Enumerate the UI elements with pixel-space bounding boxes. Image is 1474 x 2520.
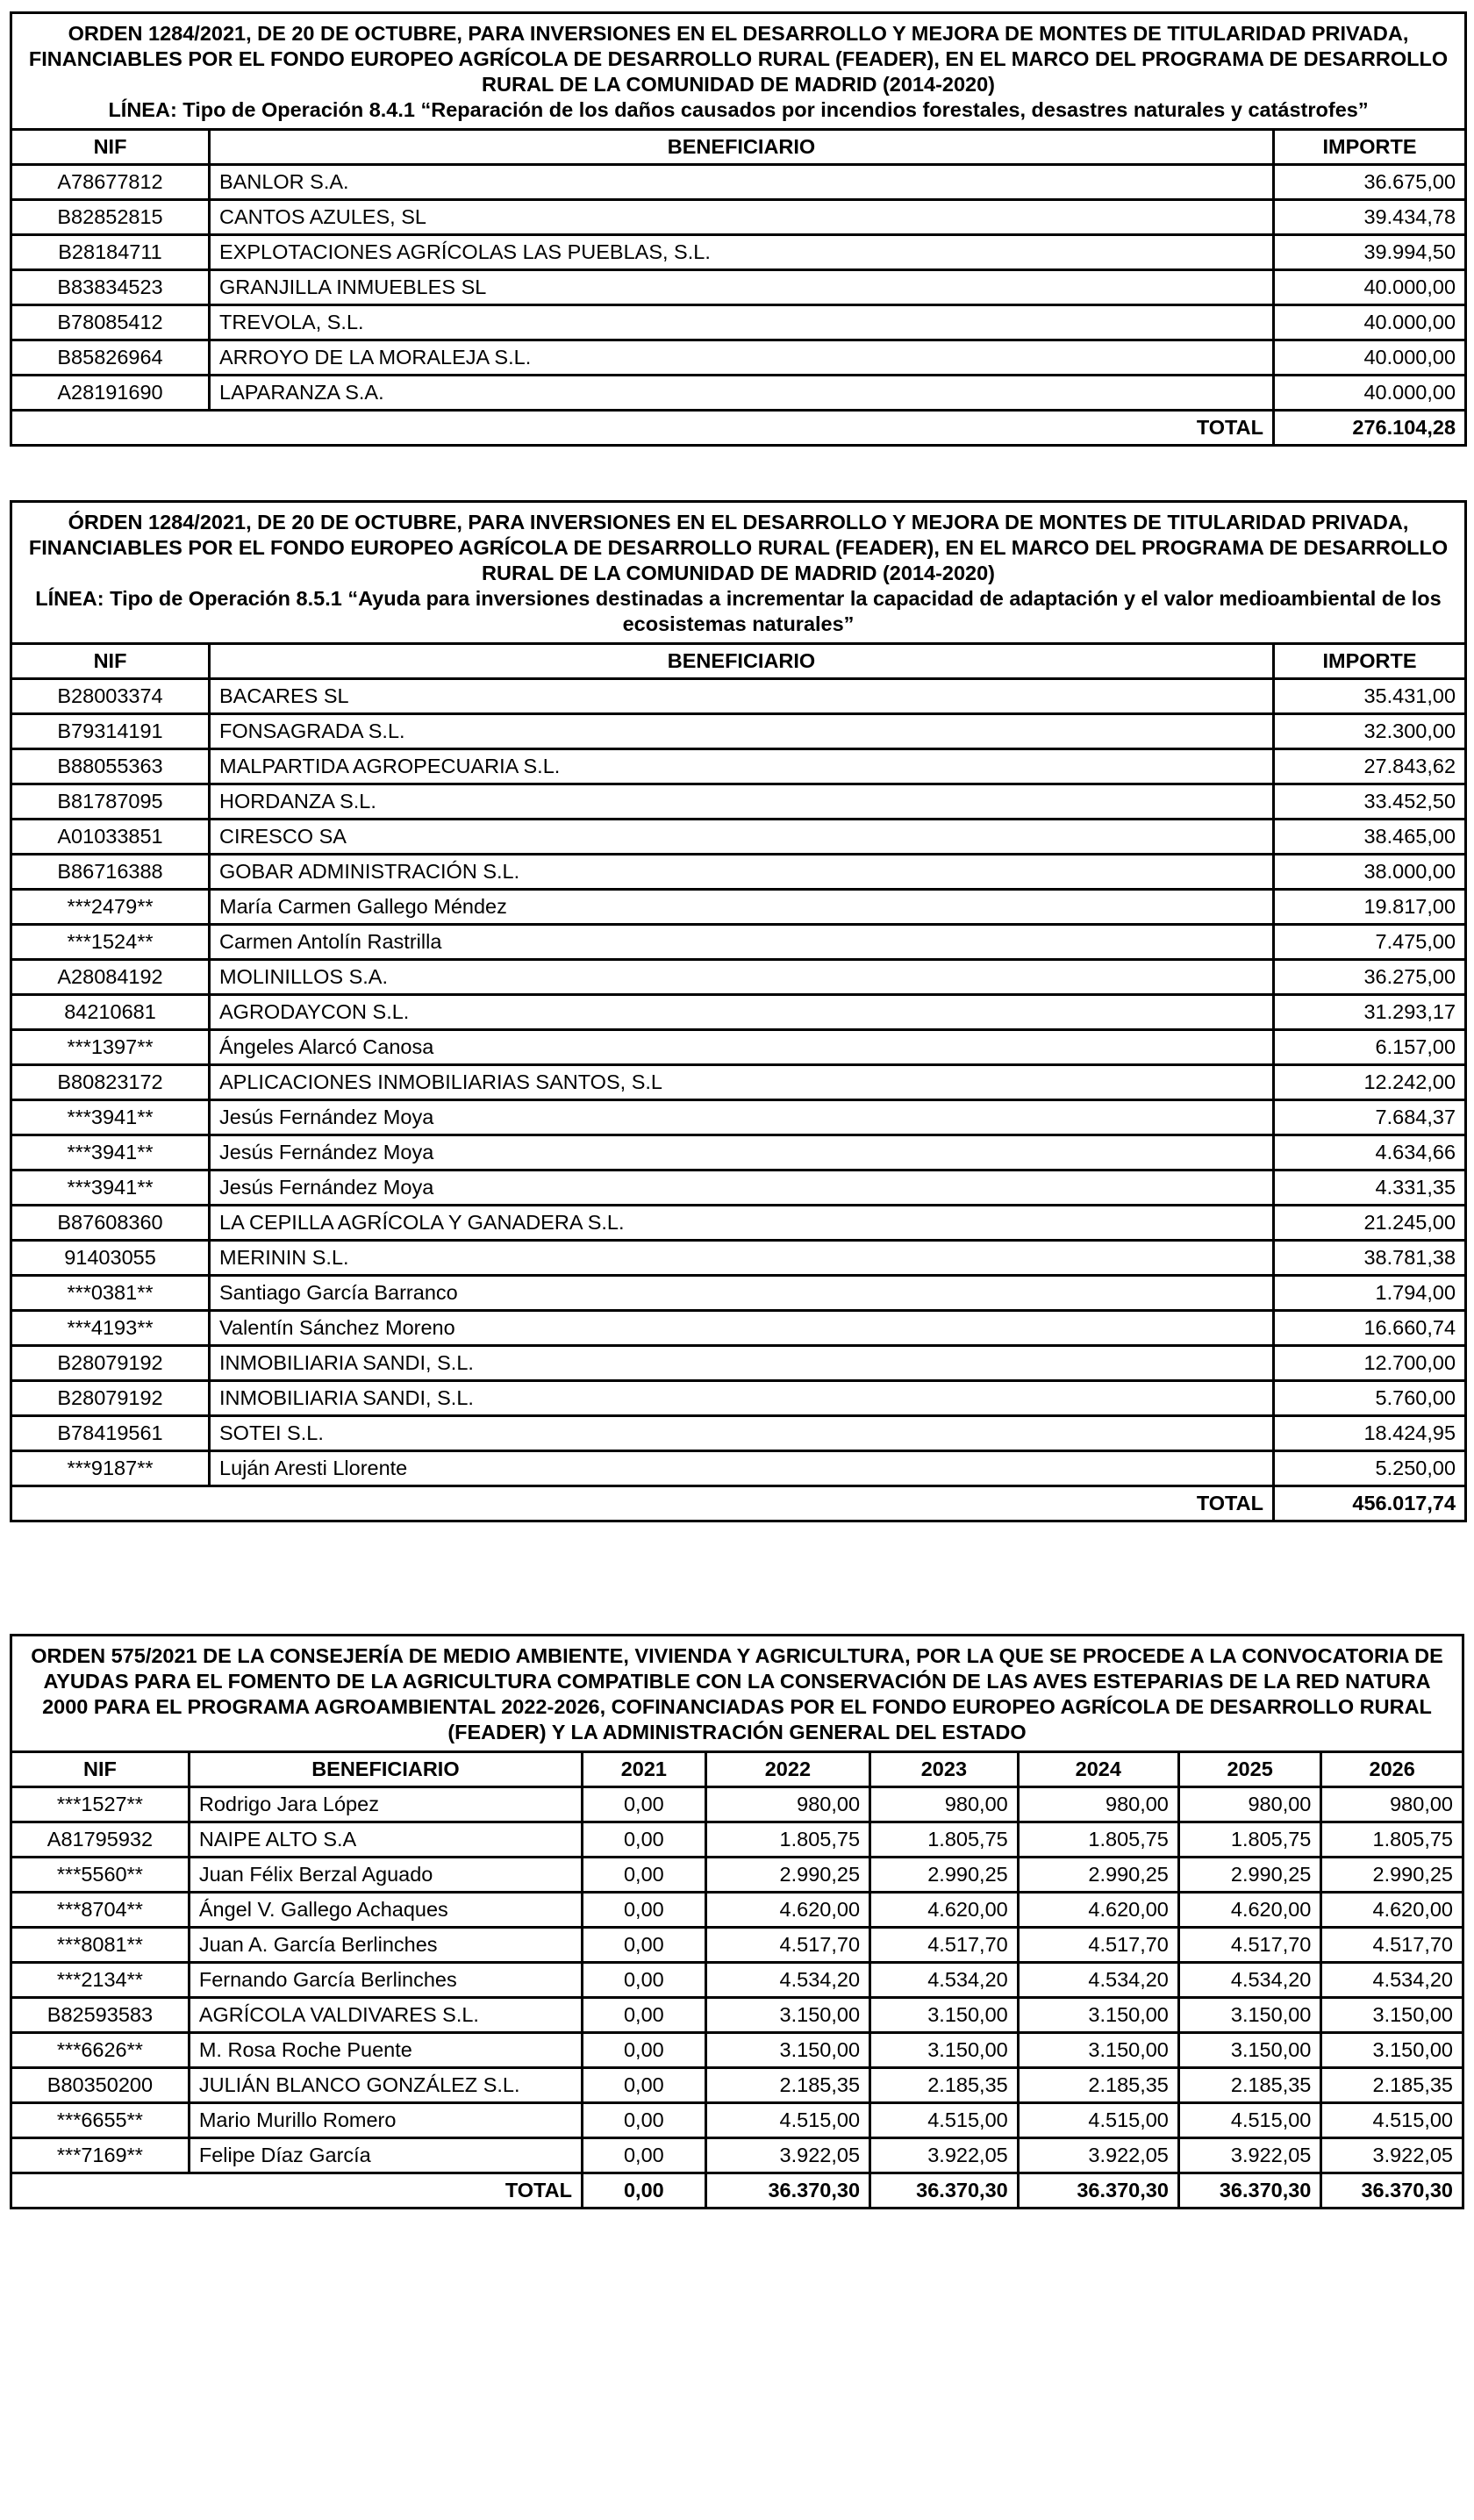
year-amount-cell-2025: 4.620,00 xyxy=(1178,1893,1320,1928)
importe-cell: 35.431,00 xyxy=(1274,679,1466,714)
year-amount-cell-2025: 4.534,20 xyxy=(1178,1963,1320,1998)
line-title: LÍNEA: Tipo de Operación 8.4.1 “Reparación de los daños causados por incendios forestales, desastres naturales y catástrofes” xyxy=(108,98,1369,121)
nif-cell: ***1527** xyxy=(11,1787,190,1822)
table-row xyxy=(11,1928,1463,1963)
table-row xyxy=(11,890,1466,925)
table-row xyxy=(11,855,1466,890)
year-amount-cell-2025: 3.150,00 xyxy=(1178,1998,1320,2033)
column-header-2026: 2026 xyxy=(1321,1752,1463,1787)
table-row xyxy=(11,235,1466,270)
table-body xyxy=(11,1787,1463,2173)
year-amount-cell-2026: 3.150,00 xyxy=(1321,2033,1463,2068)
beneficiario-cell: Luján Aresti Llorente xyxy=(210,1451,1274,1486)
beneficiario-cell: Fernando García Berlinches xyxy=(189,1963,582,1998)
table-row xyxy=(11,1100,1466,1135)
table-row xyxy=(11,1963,1463,1998)
total-value: 456.017,74 xyxy=(1274,1486,1466,1521)
nif-cell: ***1524** xyxy=(11,925,210,960)
year-amount-cell-2024: 4.534,20 xyxy=(1018,1963,1178,1998)
year-amount-cell-2024: 980,00 xyxy=(1018,1787,1178,1822)
table-row xyxy=(11,270,1466,305)
year-amount-cell-2023: 4.534,20 xyxy=(870,1963,1019,1998)
beneficiario-cell: BANLOR S.A. xyxy=(210,165,1274,200)
beneficiario-cell: Jesús Fernández Moya xyxy=(210,1100,1274,1135)
year-amount-cell-2023: 4.517,70 xyxy=(870,1928,1019,1963)
table-title-row xyxy=(11,1636,1463,1752)
column-header-2024: 2024 xyxy=(1018,1752,1178,1787)
nif-cell: A28084192 xyxy=(11,960,210,995)
year-amount-cell-2025: 3.922,05 xyxy=(1178,2138,1320,2173)
beneficiario-cell: Felipe Díaz García xyxy=(189,2138,582,2173)
beneficiario-cell: M. Rosa Roche Puente xyxy=(189,2033,582,2068)
beneficiario-cell: GOBAR ADMINISTRACIÓN S.L. xyxy=(210,855,1274,890)
nif-cell: ***0381** xyxy=(11,1276,210,1311)
beneficiario-cell: EXPLOTACIONES AGRÍCOLAS LAS PUEBLAS, S.L. xyxy=(210,235,1274,270)
beneficiario-cell: INMOBILIARIA SANDI, S.L. xyxy=(210,1346,1274,1381)
year-amount-cell-2021: 0,00 xyxy=(582,1822,705,1858)
total-row xyxy=(11,411,1466,446)
beneficiario-cell: Santiago García Barranco xyxy=(210,1276,1274,1311)
nif-cell: B28003374 xyxy=(11,679,210,714)
table-row xyxy=(11,165,1466,200)
importe-cell: 38.000,00 xyxy=(1274,855,1466,890)
table-row xyxy=(11,1416,1466,1451)
table-row xyxy=(11,2068,1463,2103)
importe-cell: 39.994,50 xyxy=(1274,235,1466,270)
importe-cell: 4.331,35 xyxy=(1274,1171,1466,1206)
beneficiaries-table-aves-esteparias xyxy=(10,1634,1464,2209)
nif-cell: ***2134** xyxy=(11,1963,190,1998)
nif-cell: A01033851 xyxy=(11,820,210,855)
table-row xyxy=(11,995,1466,1030)
importe-cell: 12.242,00 xyxy=(1274,1065,1466,1100)
importe-cell: 16.660,74 xyxy=(1274,1311,1466,1346)
year-amount-cell-2021: 0,00 xyxy=(582,1928,705,1963)
table-title xyxy=(11,13,1466,130)
nif-cell: ***3941** xyxy=(11,1135,210,1171)
importe-cell: 7.475,00 xyxy=(1274,925,1466,960)
beneficiario-cell: INMOBILIARIA SANDI, S.L. xyxy=(210,1381,1274,1416)
year-amount-cell-2021: 0,00 xyxy=(582,1998,705,2033)
year-amount-cell-2024: 2.990,25 xyxy=(1018,1858,1178,1893)
year-amount-cell-2021: 0,00 xyxy=(582,2068,705,2103)
year-amount-cell-2025: 2.185,35 xyxy=(1178,2068,1320,2103)
nif-cell: A81795932 xyxy=(11,1822,190,1858)
total-label: TOTAL xyxy=(11,2173,583,2209)
nif-cell: A78677812 xyxy=(11,165,210,200)
nif-cell: B82852815 xyxy=(11,200,210,235)
nif-cell: B78419561 xyxy=(11,1416,210,1451)
year-amount-cell-2024: 3.150,00 xyxy=(1018,2033,1178,2068)
year-amount-cell-2026: 2.990,25 xyxy=(1321,1858,1463,1893)
beneficiario-cell: MOLINILLOS S.A. xyxy=(210,960,1274,995)
table-row xyxy=(11,679,1466,714)
year-amount-cell-2022: 3.150,00 xyxy=(705,2033,869,2068)
beneficiaries-table-8-4-1 xyxy=(10,11,1467,447)
table-row xyxy=(11,1065,1466,1100)
beneficiario-cell: LAPARANZA S.A. xyxy=(210,376,1274,411)
beneficiario-cell: SOTEI S.L. xyxy=(210,1416,1274,1451)
year-amount-cell-2025: 980,00 xyxy=(1178,1787,1320,1822)
total-row xyxy=(11,2173,1463,2209)
nif-cell: B78085412 xyxy=(11,305,210,340)
year-amount-cell-2022: 3.150,00 xyxy=(705,1998,869,2033)
year-amount-cell-2025: 2.990,25 xyxy=(1178,1858,1320,1893)
total-2024: 36.370,30 xyxy=(1018,2173,1178,2209)
nif-cell: ***6655** xyxy=(11,2103,190,2138)
table-row xyxy=(11,1998,1463,2033)
year-amount-cell-2022: 4.534,20 xyxy=(705,1963,869,1998)
nif-cell: ***6626** xyxy=(11,2033,190,2068)
table-body xyxy=(11,679,1466,1486)
table-row xyxy=(11,1787,1463,1822)
beneficiario-cell: NAIPE ALTO S.A xyxy=(189,1822,582,1858)
year-amount-cell-2026: 2.185,35 xyxy=(1321,2068,1463,2103)
table-row xyxy=(11,1451,1466,1486)
table-title xyxy=(11,1636,1463,1752)
importe-cell: 32.300,00 xyxy=(1274,714,1466,749)
table-title xyxy=(11,502,1466,644)
header-row xyxy=(11,644,1466,679)
year-amount-cell-2024: 4.620,00 xyxy=(1018,1893,1178,1928)
importe-cell: 27.843,62 xyxy=(1274,749,1466,784)
table-body xyxy=(11,165,1466,411)
table-row xyxy=(11,1311,1466,1346)
importe-cell: 19.817,00 xyxy=(1274,890,1466,925)
table-row xyxy=(11,1822,1463,1858)
nif-cell: ***1397** xyxy=(11,1030,210,1065)
year-amount-cell-2024: 3.922,05 xyxy=(1018,2138,1178,2173)
importe-cell: 5.760,00 xyxy=(1274,1381,1466,1416)
table-row xyxy=(11,2033,1463,2068)
table-row xyxy=(11,1206,1466,1241)
importe-cell: 31.293,17 xyxy=(1274,995,1466,1030)
table-row xyxy=(11,1030,1466,1065)
beneficiario-cell: Ángeles Alarcó Canosa xyxy=(210,1030,1274,1065)
total-row xyxy=(11,1486,1466,1521)
beneficiario-cell: Valentín Sánchez Moreno xyxy=(210,1311,1274,1346)
table-title-row xyxy=(11,502,1466,644)
nif-cell: A28191690 xyxy=(11,376,210,411)
beneficiario-cell: CIRESCO SA xyxy=(210,820,1274,855)
year-amount-cell-2024: 4.515,00 xyxy=(1018,2103,1178,2138)
year-amount-cell-2022: 2.185,35 xyxy=(705,2068,869,2103)
year-amount-cell-2023: 4.620,00 xyxy=(870,1893,1019,1928)
year-amount-cell-2023: 3.150,00 xyxy=(870,1998,1019,2033)
table-row xyxy=(11,749,1466,784)
year-amount-cell-2022: 1.805,75 xyxy=(705,1822,869,1858)
table-row xyxy=(11,820,1466,855)
table-row xyxy=(11,2103,1463,2138)
importe-cell: 36.675,00 xyxy=(1274,165,1466,200)
beneficiario-cell: Ángel V. Gallego Achaques xyxy=(189,1893,582,1928)
table-row xyxy=(11,1381,1466,1416)
year-amount-cell-2026: 980,00 xyxy=(1321,1787,1463,1822)
year-amount-cell-2025: 3.150,00 xyxy=(1178,2033,1320,2068)
table-row xyxy=(11,1241,1466,1276)
nif-cell: ***7169** xyxy=(11,2138,190,2173)
table-title-row xyxy=(11,13,1466,130)
beneficiario-cell: Rodrigo Jara López xyxy=(189,1787,582,1822)
table-row xyxy=(11,925,1466,960)
table-row xyxy=(11,305,1466,340)
year-amount-cell-2023: 2.990,25 xyxy=(870,1858,1019,1893)
beneficiario-cell: FONSAGRADA S.L. xyxy=(210,714,1274,749)
column-header-beneficiario: BENEFICIARIO xyxy=(210,644,1274,679)
column-header-beneficiario: BENEFICIARIO xyxy=(189,1752,582,1787)
order-title: ORDEN 575/2021 DE LA CONSEJERÍA DE MEDIO AMBIENTE, VIVIENDA Y AGRICULTURA, POR LA QUE SE PROCEDE A LA CONVOCATORIA DE AYUDAS PARA EL FOMENTO DE LA AGRICULTURA COMPATIBLE CON LA CONSERVACIÓN DE LAS AVES ESTEPARIAS DE LA RED NATURA 2000 PARA EL PROGRAMA AGROAMBIENTAL 2022-2026, COFINANCIADAS POR EL FONDO EUROPEO AGRÍCOLA DE DESARROLLO RURAL (FEADER) Y LA ADMINISTRACIÓN GENERAL DEL ESTADO xyxy=(31,1644,1443,1743)
nif-cell: B82593583 xyxy=(11,1998,190,2033)
nif-cell: 91403055 xyxy=(11,1241,210,1276)
total-value: 276.104,28 xyxy=(1274,411,1466,446)
year-amount-cell-2022: 4.517,70 xyxy=(705,1928,869,1963)
importe-cell: 40.000,00 xyxy=(1274,340,1466,376)
total-2021: 0,00 xyxy=(582,2173,705,2209)
year-amount-cell-2022: 2.990,25 xyxy=(705,1858,869,1893)
importe-cell: 1.794,00 xyxy=(1274,1276,1466,1311)
table-row xyxy=(11,1346,1466,1381)
year-amount-cell-2022: 3.922,05 xyxy=(705,2138,869,2173)
beneficiario-cell: Juan Félix Berzal Aguado xyxy=(189,1858,582,1893)
importe-cell: 38.465,00 xyxy=(1274,820,1466,855)
nif-cell: B80350200 xyxy=(11,2068,190,2103)
table-row xyxy=(11,1171,1466,1206)
beneficiario-cell: MERININ S.L. xyxy=(210,1241,1274,1276)
beneficiario-cell: María Carmen Gallego Méndez xyxy=(210,890,1274,925)
beneficiario-cell: TREVOLA, S.L. xyxy=(210,305,1274,340)
year-amount-cell-2023: 2.185,35 xyxy=(870,2068,1019,2103)
importe-cell: 40.000,00 xyxy=(1274,376,1466,411)
nif-cell: ***2479** xyxy=(11,890,210,925)
header-row xyxy=(11,130,1466,165)
column-header-2021: 2021 xyxy=(582,1752,705,1787)
table-row xyxy=(11,2138,1463,2173)
beneficiario-cell: Jesús Fernández Moya xyxy=(210,1135,1274,1171)
beneficiario-cell: GRANJILLA INMUEBLES SL xyxy=(210,270,1274,305)
year-amount-cell-2025: 4.517,70 xyxy=(1178,1928,1320,1963)
nif-cell: ***5560** xyxy=(11,1858,190,1893)
nif-cell: ***3941** xyxy=(11,1171,210,1206)
beneficiario-cell: MALPARTIDA AGROPECUARIA S.L. xyxy=(210,749,1274,784)
year-amount-cell-2022: 4.515,00 xyxy=(705,2103,869,2138)
importe-cell: 40.000,00 xyxy=(1274,305,1466,340)
nif-cell: B83834523 xyxy=(11,270,210,305)
table-row xyxy=(11,960,1466,995)
nif-cell: B28079192 xyxy=(11,1346,210,1381)
beneficiario-cell: Mario Murillo Romero xyxy=(189,2103,582,2138)
column-header-2023: 2023 xyxy=(870,1752,1019,1787)
beneficiario-cell: APLICACIONES INMOBILIARIAS SANTOS, S.L xyxy=(210,1065,1274,1100)
nif-cell: ***3941** xyxy=(11,1100,210,1135)
column-header-importe: IMPORTE xyxy=(1274,130,1466,165)
year-amount-cell-2021: 0,00 xyxy=(582,1963,705,1998)
nif-cell: ***9187** xyxy=(11,1451,210,1486)
year-amount-cell-2026: 4.515,00 xyxy=(1321,2103,1463,2138)
year-amount-cell-2025: 4.515,00 xyxy=(1178,2103,1320,2138)
total-label: TOTAL xyxy=(11,1486,1274,1521)
nif-cell: 84210681 xyxy=(11,995,210,1030)
importe-cell: 4.634,66 xyxy=(1274,1135,1466,1171)
table-row xyxy=(11,1858,1463,1893)
table-row xyxy=(11,1893,1463,1928)
total-label: TOTAL xyxy=(11,411,1274,446)
nif-cell: ***8704** xyxy=(11,1893,190,1928)
importe-cell: 40.000,00 xyxy=(1274,270,1466,305)
beneficiario-cell: HORDANZA S.L. xyxy=(210,784,1274,820)
year-amount-cell-2023: 980,00 xyxy=(870,1787,1019,1822)
importe-cell: 12.700,00 xyxy=(1274,1346,1466,1381)
column-header-2025: 2025 xyxy=(1178,1752,1320,1787)
year-amount-cell-2021: 0,00 xyxy=(582,2033,705,2068)
beneficiario-cell: Juan A. García Berlinches xyxy=(189,1928,582,1963)
year-amount-cell-2021: 0,00 xyxy=(582,2138,705,2173)
year-amount-cell-2026: 1.805,75 xyxy=(1321,1822,1463,1858)
header-row xyxy=(11,1752,1463,1787)
importe-cell: 39.434,78 xyxy=(1274,200,1466,235)
nif-cell: B28184711 xyxy=(11,235,210,270)
beneficiario-cell: JULIÁN BLANCO GONZÁLEZ S.L. xyxy=(189,2068,582,2103)
nif-cell: B79314191 xyxy=(11,714,210,749)
table-row xyxy=(11,376,1466,411)
total-2025: 36.370,30 xyxy=(1178,2173,1320,2209)
beneficiario-cell: AGRÍCOLA VALDIVARES S.L. xyxy=(189,1998,582,2033)
nif-cell: B81787095 xyxy=(11,784,210,820)
beneficiario-cell: Jesús Fernández Moya xyxy=(210,1171,1274,1206)
year-amount-cell-2024: 4.517,70 xyxy=(1018,1928,1178,1963)
importe-cell: 18.424,95 xyxy=(1274,1416,1466,1451)
nif-cell: B80823172 xyxy=(11,1065,210,1100)
nif-cell: B28079192 xyxy=(11,1381,210,1416)
year-amount-cell-2021: 0,00 xyxy=(582,1858,705,1893)
year-amount-cell-2026: 4.534,20 xyxy=(1321,1963,1463,1998)
year-amount-cell-2023: 3.922,05 xyxy=(870,2138,1019,2173)
line-title: LÍNEA: Tipo de Operación 8.5.1 “Ayuda para inversiones destinadas a incrementar la capacidad de adaptación y el valor medioambiental de los ecosistemas naturales” xyxy=(35,587,1442,635)
importe-cell: 7.684,37 xyxy=(1274,1100,1466,1135)
year-amount-cell-2023: 1.805,75 xyxy=(870,1822,1019,1858)
nif-cell: B88055363 xyxy=(11,749,210,784)
year-amount-cell-2026: 3.150,00 xyxy=(1321,1998,1463,2033)
beneficiario-cell: ARROYO DE LA MORALEJA S.L. xyxy=(210,340,1274,376)
year-amount-cell-2024: 1.805,75 xyxy=(1018,1822,1178,1858)
beneficiario-cell: Carmen Antolín Rastrilla xyxy=(210,925,1274,960)
year-amount-cell-2021: 0,00 xyxy=(582,2103,705,2138)
column-header-importe: IMPORTE xyxy=(1274,644,1466,679)
table-row xyxy=(11,784,1466,820)
importe-cell: 36.275,00 xyxy=(1274,960,1466,995)
column-header-nif: NIF xyxy=(11,1752,190,1787)
year-amount-cell-2022: 980,00 xyxy=(705,1787,869,1822)
importe-cell: 5.250,00 xyxy=(1274,1451,1466,1486)
column-header-2022: 2022 xyxy=(705,1752,869,1787)
table-row xyxy=(11,200,1466,235)
year-amount-cell-2026: 4.517,70 xyxy=(1321,1928,1463,1963)
year-amount-cell-2021: 0,00 xyxy=(582,1893,705,1928)
importe-cell: 21.245,00 xyxy=(1274,1206,1466,1241)
year-amount-cell-2023: 4.515,00 xyxy=(870,2103,1019,2138)
order-title: ÓRDEN 1284/2021, DE 20 DE OCTUBRE, PARA INVERSIONES EN EL DESARROLLO Y MEJORA DE MONTES DE TITULARIDAD PRIVADA, FINANCIABLES POR EL FONDO EUROPEO AGRÍCOLA DE DESARROLLO RURAL (FEADER), EN EL MARCO DEL PROGRAMA DE DESARROLLO RURAL DE LA COMUNIDAD DE MADRID (2014-2020) xyxy=(28,511,1449,584)
beneficiario-cell: LA CEPILLA AGRÍCOLA Y GANADERA S.L. xyxy=(210,1206,1274,1241)
column-header-nif: NIF xyxy=(11,130,210,165)
beneficiario-cell: CANTOS AZULES, SL xyxy=(210,200,1274,235)
year-amount-cell-2021: 0,00 xyxy=(582,1787,705,1822)
nif-cell: B86716388 xyxy=(11,855,210,890)
nif-cell: B87608360 xyxy=(11,1206,210,1241)
beneficiaries-table-8-5-1 xyxy=(10,500,1467,1522)
total-2026: 36.370,30 xyxy=(1321,2173,1463,2209)
year-amount-cell-2026: 3.922,05 xyxy=(1321,2138,1463,2173)
table-row xyxy=(11,1276,1466,1311)
column-header-beneficiario: BENEFICIARIO xyxy=(210,130,1274,165)
total-2023: 36.370,30 xyxy=(870,2173,1019,2209)
beneficiario-cell: AGRODAYCON S.L. xyxy=(210,995,1274,1030)
year-amount-cell-2024: 3.150,00 xyxy=(1018,1998,1178,2033)
order-title: ORDEN 1284/2021, DE 20 DE OCTUBRE, PARA INVERSIONES EN EL DESARROLLO Y MEJORA DE MONTES DE TITULARIDAD PRIVADA, FINANCIABLES POR EL FONDO EUROPEO AGRÍCOLA DE DESARROLLO RURAL (FEADER), EN EL MARCO DEL PROGRAMA DE DESARROLLO RURAL DE LA COMUNIDAD DE MADRID (2014-2020) xyxy=(28,22,1449,96)
year-amount-cell-2026: 4.620,00 xyxy=(1321,1893,1463,1928)
year-amount-cell-2022: 4.620,00 xyxy=(705,1893,869,1928)
table-row xyxy=(11,714,1466,749)
year-amount-cell-2023: 3.150,00 xyxy=(870,2033,1019,2068)
total-2022: 36.370,30 xyxy=(705,2173,869,2209)
importe-cell: 33.452,50 xyxy=(1274,784,1466,820)
year-amount-cell-2024: 2.185,35 xyxy=(1018,2068,1178,2103)
importe-cell: 38.781,38 xyxy=(1274,1241,1466,1276)
table-row xyxy=(11,1135,1466,1171)
nif-cell: B85826964 xyxy=(11,340,210,376)
beneficiario-cell: BACARES SL xyxy=(210,679,1274,714)
table-row xyxy=(11,340,1466,376)
nif-cell: ***4193** xyxy=(11,1311,210,1346)
year-amount-cell-2025: 1.805,75 xyxy=(1178,1822,1320,1858)
nif-cell: ***8081** xyxy=(11,1928,190,1963)
column-header-nif: NIF xyxy=(11,644,210,679)
importe-cell: 6.157,00 xyxy=(1274,1030,1466,1065)
